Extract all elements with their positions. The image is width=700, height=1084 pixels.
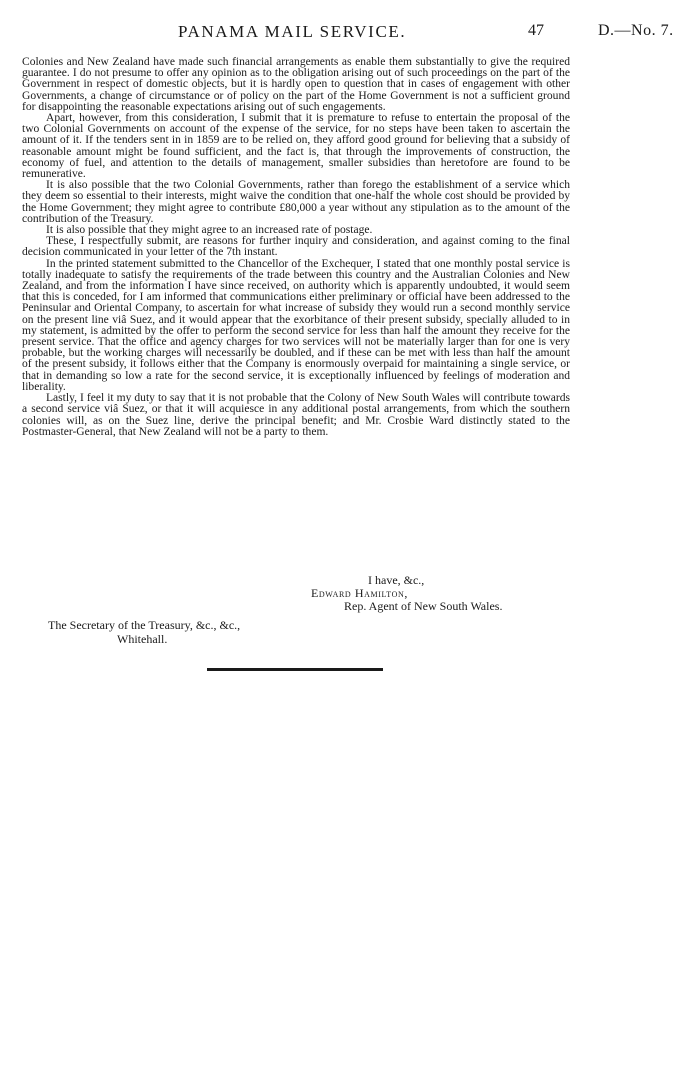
document-reference: D.—No. 7. [598,22,674,39]
paragraph-postage: It is also possible that they might agree to an increased rate of postage. [46,224,373,237]
page-header [0,22,700,44]
paragraph-printed-statement: In the printed statement submitted to the Chancellor of the Exchequer, I stated that one monthly postal service is totally inadequate to satisfy the requirements of the trade between this country and the Australian Colonies and New Zealand, and from the information I have since received, on authority which is apparently undoubted, it would seem that this is conceded, for I am informed that communications either preliminary or official have been addressed to the Peninsular and Oriental Company, to ascertain for what increase of subsidy they would run a second monthly service on the present line viâ Suez, and it would appear that the exorbitance of their present subsidy, specially alluded to in my statement, is admitted by the offer to perform the second service for less than half the amount they receive for the present service. That the office and agency charges for two services will not be materially larger than for one is very probable, but the working charges will necessarily be doubled, and if these can be met with less than half the amount of the present subsidy, it follows either that the Company is enormously overpaid for maintaining a single service, or that in demanding so low a rate for the second service, it is exceptionally influenced by feelings of moderation and liberality. [22,257,570,393]
signoff-title: Rep. Agent of New South Wales. [344,599,503,613]
paragraph-lastly: Lastly, I feel it my duty to say that it is not probable that the Colony of New South Wales will contribute towards a second service viâ Suez, or that it will acquiesce in any additional postal arrangements, from which the southern colonies will, as on the Suez line, derive the principal benefit; and Mr. Crosbie Ward distinctly stated to the Postmaster-General, that New Zealand will not be a party to them. [22,392,570,438]
signoff-closing: I have, &c., [368,573,425,587]
paragraph-reasons: These, I respectfully submit, are reasons for further inquiry and consideration, and against coming to the final decision communicated in your letter of the 7th instant. [22,235,570,259]
paragraph-premature: Apart, however, from this consideration, I submit that it is premature to refuse to entertain the proposal of the two Colonial Governments on account of the expense of the service, for no steps have been taken to ascertain the amount of it. If the tenders sent in in 1859 are to be relied on, they afford good ground for believing that a subsidy of reasonable amount might be found sufficient, and the fact is, that through the improvements of construction, the economy of fuel, and attention to the details of management, smaller subsidies than heretofore are found to be remunerative. [22,112,570,181]
running-title: PANAMA MAIL SERVICE. [178,22,407,41]
closing-rule [207,668,383,671]
paragraph-continued: Colonies and New Zealand have made such financial arrangements as enable them substantially to give the required guarantee. I do not presume to offer any opinion as to the obligation arising out of such proceedings on the part of the Government in respect of domestic objects, but it is hardly open to question that in cases of engagement with other Governments, a change of circumstance or of policy on the part of the Home Government is not a sufficient ground for disappointing the reasonable expectations arising out of such engagements. [22,56,570,113]
page-number: 47 [528,22,544,39]
letter-body [22,57,570,438]
addressee-line: The Secretary of the Treasury, &c., &c., [48,618,241,632]
signoff-name: Edward Hamilton, [311,586,408,600]
paragraph-waive-condition: It is also possible that the two Colonial Governments, rather than forego the establishment of a service which they deem so essential to their interests, might waive the condition that one-half the whole cost should be provided by the Home Government; they might agree to contribute £80,000 a year without any stipulation as to the amount of the contribution of the Treasury. [22,179,570,225]
addressee-location: Whitehall. [117,632,168,646]
